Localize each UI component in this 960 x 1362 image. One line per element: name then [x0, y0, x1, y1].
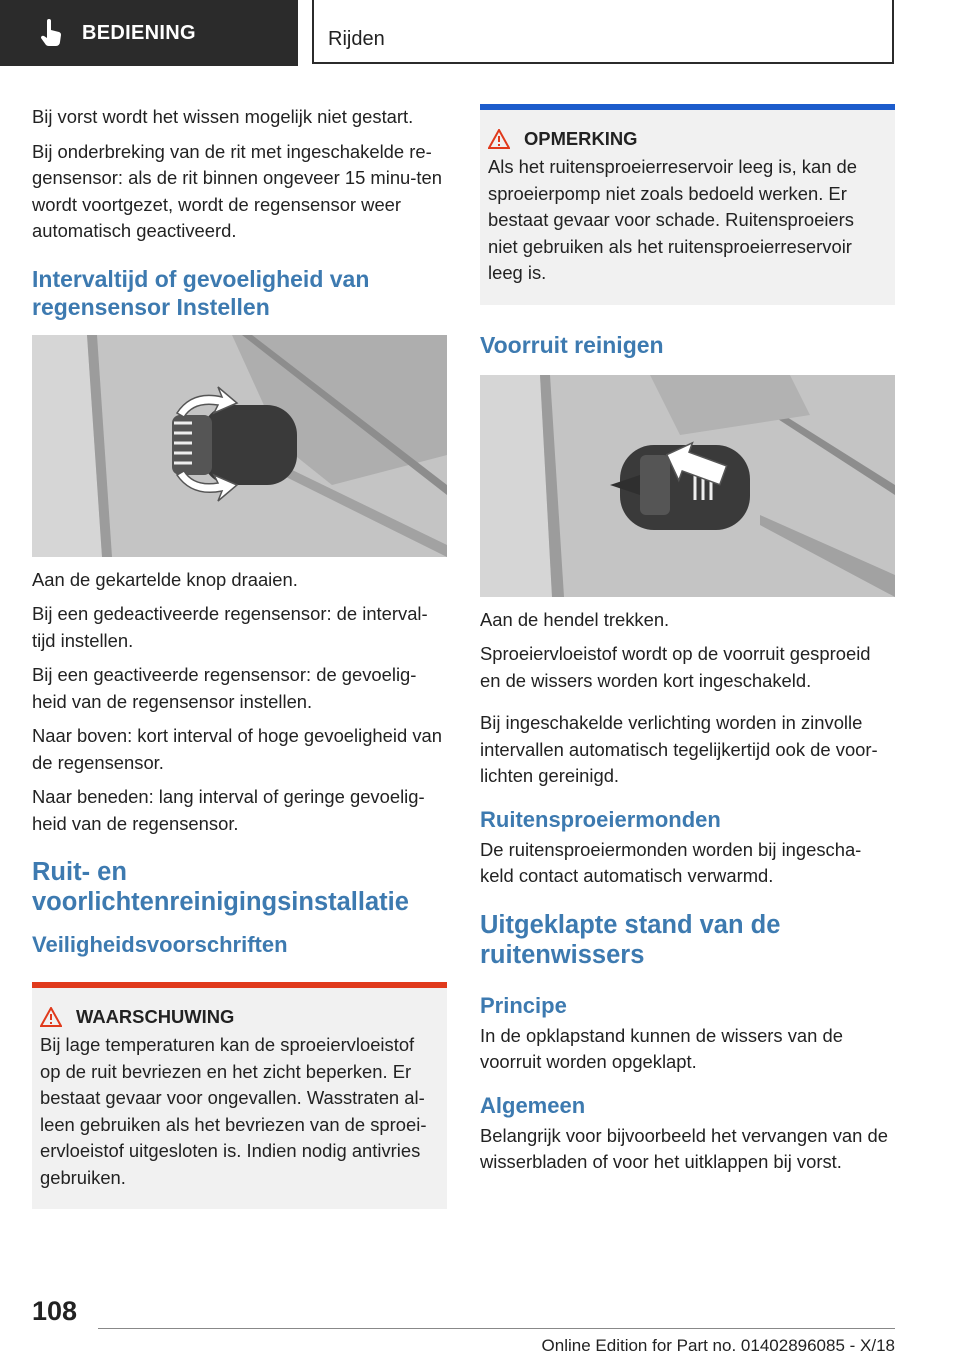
note-title — [480, 110, 895, 150]
right-column — [480, 104, 895, 1184]
paragraph: Bij ingeschakelde verlichting worden in zinvolle intervallen automatisch tegelijkertijd ook de voor-lichten gereinigd. — [480, 712, 878, 786]
heading-interval: Intervaltijd of gevoeligheid van regensensor Instellen — [32, 265, 370, 320]
paragraph: Naar beneden: lang interval of geringe gevoelig-heid van de regensensor. — [32, 786, 425, 834]
warning-box — [32, 982, 447, 1209]
section-label: BEDIENING — [82, 21, 196, 44]
warning-title-text: WAARSCHUWING — [76, 1006, 235, 1027]
heading-voorruit: Voorruit reinigen — [480, 331, 664, 358]
note-triangle-icon — [488, 129, 510, 149]
note-text: Als het ruitensproeierreservoir leeg is, kan de sproeierpomp niet zoals bedoeld werken. Er bestaat gevaar voor schade. Ruitensproeiers niet gebruiken als het ruitensproeierreservoir leeg is. — [488, 156, 858, 283]
warning-triangle-icon — [40, 1007, 62, 1027]
washer-lever-illustration — [480, 375, 895, 597]
hand-pointer-icon — [38, 19, 64, 47]
heading-uitgeklapt: Uitgeklapte stand van de ruitenwissers — [480, 910, 781, 969]
paragraph: Bij vorst wordt het wissen mogelijk niet gestart. — [32, 106, 414, 127]
paragraph: Aan de hendel trekken. — [480, 608, 670, 630]
paragraph: Bij een gedeactiveerde regensensor: de interval-tijd instellen. — [32, 603, 428, 651]
chapter-header — [312, 0, 894, 64]
heading-sproeiermonden: Ruitensproeiermonden — [480, 806, 721, 832]
paragraph: Aan de gekartelde knop draaien. — [32, 568, 298, 590]
footer-divider — [98, 1328, 895, 1329]
section-tab — [0, 0, 298, 66]
left-column — [32, 104, 447, 1209]
note-title-text: OPMERKING — [524, 128, 638, 149]
heading-algemeen: Algemeen — [480, 1092, 586, 1118]
heading-principe: Principe — [480, 992, 567, 1018]
warning-title — [32, 988, 447, 1028]
footer-edition: Online Edition for Part no. 01402896085 - X/18 — [541, 1336, 895, 1355]
paragraph: Bij onderbreking van de rit met ingeschakelde re-gensensor: als de rit binnen ongeveer 15 minu-ten wordt voortgezet, wordt de regensensor weer automatisch geactiveerd. — [32, 140, 442, 241]
paragraph: De ruitensproeiermonden worden bij ingescha-keld contact automatisch verwarmd. — [480, 838, 862, 886]
paragraph: Naar boven: kort interval of hoge gevoeligheid van de regensensor. — [32, 725, 442, 773]
rain-sensor-knob-illustration — [32, 335, 447, 557]
paragraph: Belangrijk voor bijvoorbeeld het vervangen van de wisserbladen of voor het uitklappen bij vorst. — [480, 1124, 888, 1172]
page-number: 108 — [32, 1296, 78, 1326]
note-box — [480, 104, 895, 305]
heading-veiligheid: Veiligheidsvoorschriften — [32, 932, 288, 957]
warning-text: Bij lage temperaturen kan de sproeiervloeistof op de ruit bevriezen en het zicht beperken. Er bestaat gevaar voor ongevallen. Wasstraten al-leen gebruiken als het bevriezen van de sproei-ervloeistof uitgesloten is. Indien nodig antivries gebruiken. — [40, 1034, 427, 1188]
paragraph: Sproeiervloeistof wordt op de voorruit gesproeid en de wissers worden kort ingeschakeld. — [480, 643, 871, 691]
heading-ruit: Ruit- en voorlichtenreinigingsinstallatie — [32, 858, 409, 916]
chapter-label: Rijden — [328, 28, 385, 50]
paragraph: Bij een geactiveerde regensensor: de gevoelig-heid van de regensensor instellen. — [32, 664, 417, 712]
paragraph: In de opklapstand kunnen de wissers van de voorruit worden opgeklapt. — [480, 1024, 843, 1072]
